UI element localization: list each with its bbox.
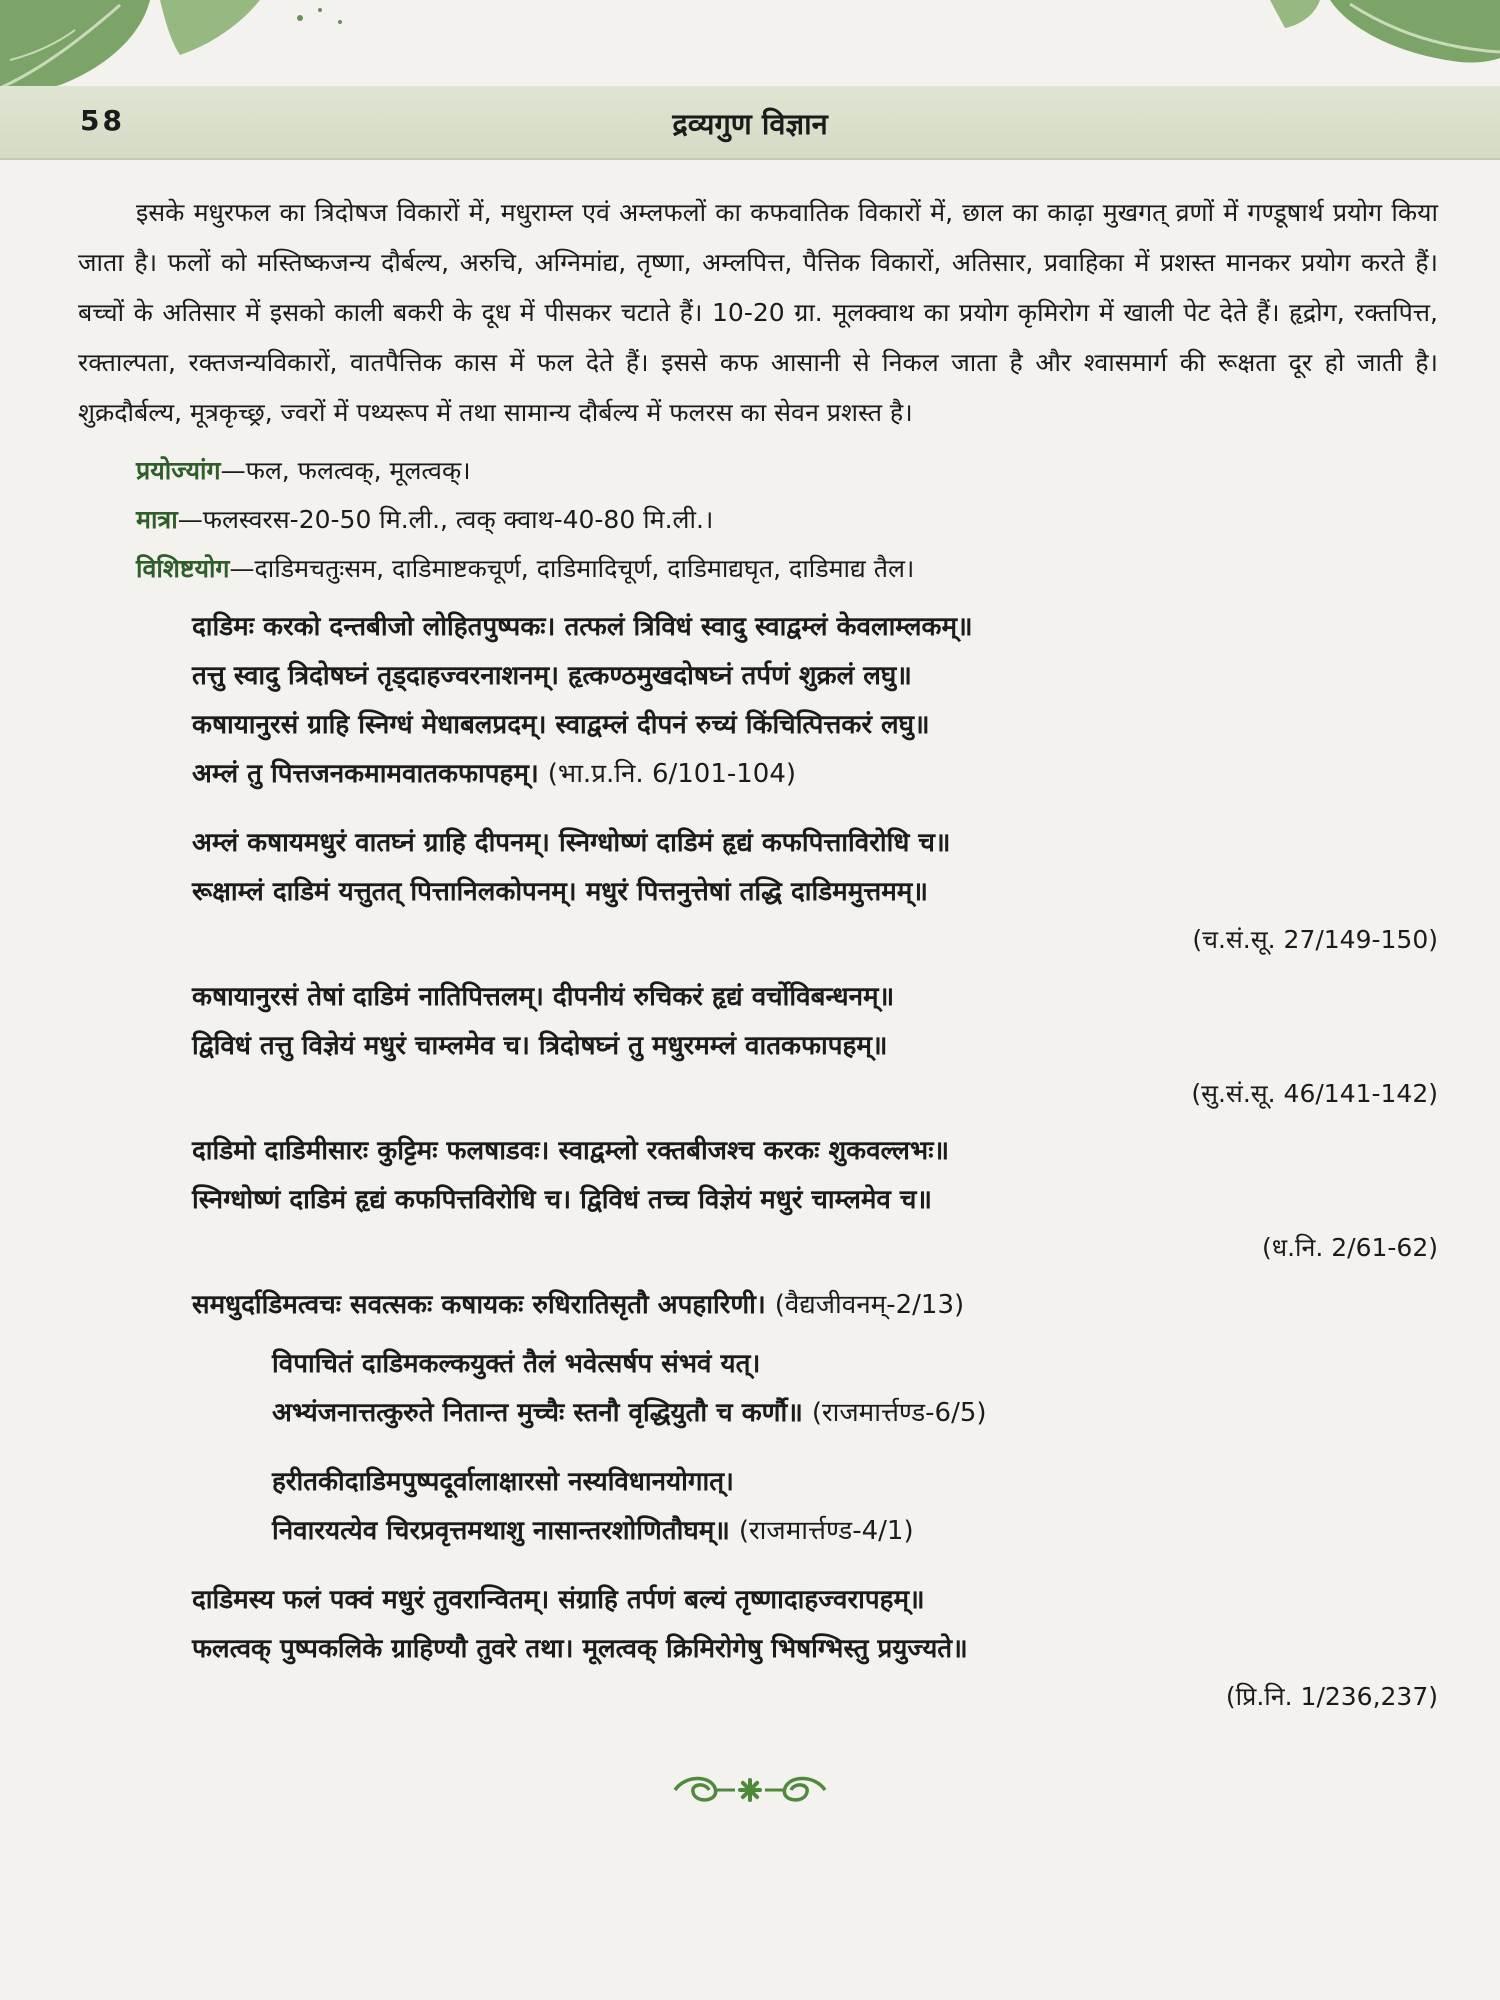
verse-line: दाडिमस्य फलं पक्वं मधुरं तुवरान्वितम्। संग्राहि तर्पणं बल्यं तृष्णादाहज्वरापहम्॥: [192, 1585, 925, 1615]
verse-line: विपाचितं दाडिमकल्कयुक्तं तैलं भवेत्सर्षप संभवं यत्।: [272, 1349, 761, 1379]
definition-list: [136, 446, 1438, 593]
verse-line: दाडिमः करको दन्तबीजो लोहितपुष्पकः। तत्फलं त्रिविधं स्वादु स्वाद्वम्लं केवलाम्लकम्॥: [192, 612, 973, 642]
verse-line: [272, 1389, 1438, 1438]
running-title: द्रव्यगुण विज्ञान: [672, 107, 828, 141]
verse-line: कषायानुरसं ग्राहि स्निग्धं मेधाबलप्रदम्। स्वाद्वम्लं दीपनं रुच्यं किंचित्पित्तकरं लघु॥: [192, 710, 930, 740]
verse-text: समधुर्दाडिमत्वचः सवत्सकः कषायकः रुधिरातिसृतौ अपहारिणी।: [192, 1290, 766, 1320]
page-number: 58: [80, 104, 125, 137]
ornament-flourish-icon: [665, 1770, 835, 1810]
verse-block-bhavaprakasha: [192, 603, 1438, 799]
verse-block-charaka: [192, 819, 1438, 917]
verse-reference: (ध.नि. 2/61-62): [1261, 1233, 1438, 1262]
definition-term: विशिष्टयोग: [136, 554, 230, 583]
body-paragraph: इसके मधुरफल का त्रिदोषज विकारों में, मधुराम्ल एवं अम्लफलों का कफवातिक विकारों में, छाल का काढ़ा मुखगत् व्रणों में गण्डूषार्थ प्रयोग किया जाता है। फलों को मस्तिष्कजन्य दौर्बल्य, अरुचि, अग्निमांद्य, तृष्णा, अम्लपित्त, पैत्तिक विकारों, अतिसार, प्रवाहिका में प्रशस्त मानकर प्रयोग करते हैं। बच्चों के अतिसार में इसको काली बकरी के दूध में पीसकर चटाते हैं। 10-20 ग्रा. मूलक्वाथ का प्रयोग कृमिरोग में खाली पेट देते हैं। हृद्रोग, रक्तपित्त, रक्ताल्पता, रक्तजन्यविकारों, वातपैत्तिक कास में फल देते हैं। इससे कफ आसानी से निकल जाता है और श्वासमार्ग की रूक्षता दूर हो जाती है। शुक्रदौर्बल्य, मूत्रकृच्छ्र, ज्वरों में पथ्यरूप में तथा सामान्य दौर्बल्य में फलरस का सेवन प्रशस्त है।: [78, 198, 1438, 427]
verse-reference: (भा.प्र.नि. 6/101-104): [547, 759, 797, 789]
definition-item: [136, 495, 1438, 544]
verse-line: फलत्वक् पुष्पकलिके ग्राहिण्यौ तुवरे तथा। मूलत्वक् क्रिमिरोगेषु भिषग्भिस्तु प्रयुज्यते॥: [192, 1634, 968, 1664]
verse-block-rajamartanda-2: [272, 1458, 1438, 1556]
verse-block-vaidyajivanam: [192, 1281, 1438, 1330]
verse-reference: (च.सं.सू. 27/149-150): [1192, 925, 1438, 954]
verse-line: अम्लं कषायमधुरं वातघ्नं ग्राहि दीपनम्। स्निग्धोष्णं दाडिमं हृद्यं कफपित्ताविरोधि च॥: [192, 828, 951, 858]
verse-line: तत्तु स्वादु त्रिदोषघ्नं तृड्दाहज्वरनाशनम्। हृत्कण्ठमुखदोषघ्नं तर्पणं शुक्रलं लघु॥: [192, 661, 912, 691]
leaf-left-icon: [0, 0, 342, 90]
definition-text: —दाडिमचतुःसम, दाडिमाष्टकचूर्ण, दाडिमादिचूर्ण, दाडिमाद्यघृत, दाडिमाद्य तैल।: [229, 554, 915, 583]
verse-line: हरीतकीदाडिमपुष्पदूर्वालाक्षारसो नस्यविधानयोगात्।: [272, 1467, 734, 1497]
verse-block-sushruta: [192, 973, 1438, 1071]
verse-line: [192, 1281, 1438, 1330]
verse-line: स्निग्धोष्णं दाडिमं हृद्यं कफपित्तविरोधि च। द्विविधं तच्च विज्ञेयं मधुरं चाम्लमेव च॥: [192, 1185, 932, 1215]
verse-line: कषायानुरसं तेषां दाडिमं नातिपित्तलम्। दीपनीयं रुचिकरं हृद्यं वर्चोविबन्धनम्॥: [192, 982, 895, 1012]
verse-reference: (राजमार्त्तण्ड-6/5): [811, 1398, 987, 1428]
verse-line: [272, 1507, 1438, 1556]
verse-line: [192, 750, 1438, 799]
verse-line: द्विविधं तत्तु विज्ञेयं मधुरं चाम्लमेव च। त्रिदोषघ्नं तु मधुरमम्लं वातकफापहम्॥: [192, 1031, 888, 1061]
verse-reference: (वैद्यजीवनम्-2/13): [774, 1290, 965, 1320]
verse-reference: (राजमार्त्तण्ड-4/1): [738, 1516, 914, 1546]
verse-text: निवारयत्येव चिरप्रवृत्तमथाशु नासान्तरशोणितौघम्॥: [272, 1516, 730, 1546]
verse-reference: (प्रि.नि. 1/236,237): [1225, 1682, 1438, 1711]
verse-line: दाडिमो दाडिमीसारः कुट्टिमः फलषाडवः। स्वाद्वम्लो रक्तबीजश्च करकः शुकवल्लभः॥: [192, 1136, 950, 1166]
verse-block-rajamartanda-1: [272, 1340, 1438, 1438]
end-ornament: [0, 1770, 1500, 1814]
verse-reference: (सु.सं.सू. 46/141-142): [1191, 1079, 1438, 1108]
definition-item: [136, 544, 1438, 593]
definition-item: [136, 446, 1438, 495]
verse-block-priya: [192, 1576, 1438, 1674]
verse-block-dhanvantari: [192, 1127, 1438, 1225]
verse-text: अम्लं तु पित्तजनकमामवातकफापहम्।: [192, 759, 539, 789]
definition-text: —फलस्वरस-20-50 मि.ली., त्वक् क्वाथ-40-80 मि.ली.।: [177, 505, 714, 534]
definition-term: प्रयोज्यांग: [136, 456, 221, 485]
definition-text: —फल, फलत्वक्, मूलत्वक्।: [220, 456, 471, 485]
verse-text: अभ्यंजनात्तत्कुरुते नितान्त मुच्चैः स्तनौ वृद्धियुतौ च कर्णौ॥: [272, 1398, 803, 1428]
leaf-right-icon: [1270, 0, 1500, 63]
page-content: [78, 188, 1438, 1720]
verse-line: रूक्षाम्लं दाडिमं यत्तुतत् पित्तानिलकोपनम्। मधुरं पित्तनुत्तेषां तद्धि दाडिममुत्तमम्॥: [192, 877, 928, 907]
definition-term: मात्रा: [136, 505, 178, 534]
